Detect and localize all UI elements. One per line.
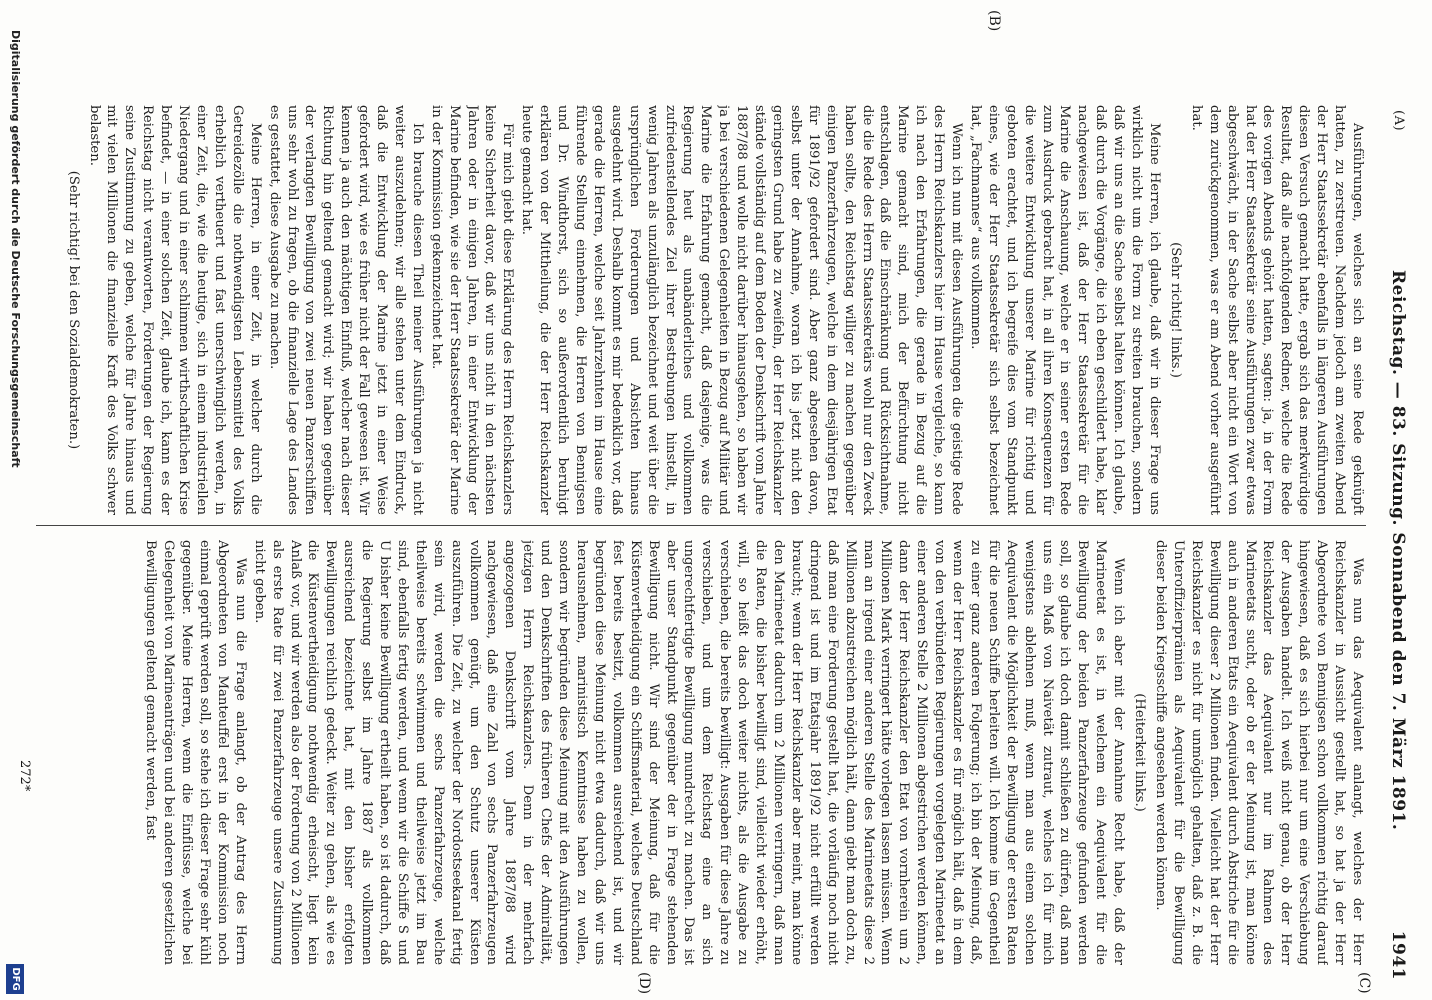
page-header [1378, 110, 1412, 980]
margin-marker-c: (C) [1356, 972, 1372, 994]
left-text-column [26, 105, 1366, 515]
paragraph: Meine Herren, in einer Zeit, in welcher durch die Getreidezölle die nothwendigsten Lebensmittel des Volks erheblich vertheuert und fast unerschwinglich werden, in einer Zeit, die, wie die heutige, sich in einem industriellen Niedergang und in einer schlimmen wirthschaftlichen Krise befindet, — in einer solchen Zeit, glaube ich, kann es der Reichstag nicht verantworten, Forderungen der Regierung seine Zustimmung zu geben, welche für Jahre hinaus und mit vielen Millionen die finanzielle Kraft des Volks schwer belasten. [86, 105, 263, 515]
margin-marker-a-header: (A) [1391, 110, 1406, 132]
paragraph: Meine Herren, ich glaube, daß wir in dieser Frage uns wirklich nicht um die Form zu streiten brauchen, sondern daß wir uns an die Sache selbst halten können. Ich glaube, daß durch die Vorgänge, die ich eben geschildert habe, klar nachgewiesen ist, daß der Herr Staatssekretär für die Marine die Anschauung, welche er in seiner ersten Rede zum Ausdruck gebracht hat, in all ihren Konsequenzen für die weitere Entwicklung unserer Marine für richtig und geboten erachtet, und ich begreife dies vom Standpunkt eines, wie der Herr Staatssekretär sich selbst bezeichnet hat, „Fachmannes“ aus vollkommen. [967, 105, 1163, 515]
paragraph: Ich brauche diesen Theil meiner Ausführungen ja nicht weiter auszudehnen; wir alle stehen unter dem Eindruck, daß die Entwicklung der Marine jetzt in einer Weise gefordert wird, wie es früher nicht der Fall gewesen ist. Wir kennen ja auch den mächtigen Einfluß, welcher nach dieser Richtung hin geltend gemacht wird; wir haben gegenüber der verlangten Bewilligung von zwei neuen Panzerschiffen uns sehr wohl zu fragen, ob die finanzielle Lage des Landes es gestattet, diese Ausgabe zu machen. [266, 105, 425, 515]
paragraph: Was nun die Frage anlangt, ob der Antrag des Herrn Abgeordneten von Manteuffel erst in der Kommission noch einmal geprüft werden soll, so stehe ich dieser Frage sehr kühl gegenüber. Meine Herren, wenn die Einflüsse, welche bei Gelegenheit von Marineanträgen und bei anderen gesetzlichen Bewilligungen geltend gemacht werden, fast [143, 540, 248, 965]
paragraph: Für mich giebt diese Erklärung des Herrn Reichskanzlers keine Sicherheit davor, daß wir uns nicht in den nächsten Jahren oder in einigen Jahren, in einer Entwicklung der Marine befinden, wie sie der Herr Staatssekretär der Marine in der Kommission gekennzeichnet hat. [428, 105, 516, 515]
margin-marker-b: (B) [986, 10, 1002, 32]
paragraph: Was nun das Aequivalent anlangt, welches der Herr Reichskanzler in Aussicht gestellt hat, so hat ja der Herr Abgeordnete von Bennigsen schon vollkommen richtig darauf hingewiesen, daß es sich hierbei nur um eine Verschiebung der Ausgaben handelt. Ich weiß nicht genau, ob der Herr Reichskanzler das Aequivalent nur im Rahmen des Marineetats sucht, oder ob er der Meinung ist, man könne auch in anderen Etats ein Aequivalent durch Abstriche für die Bewilligung dieser 2 Millionen finden. Vielleicht hat der Herr Reichskanzler es nicht für unmöglich gehalten, daß z. B. die Unteroffizierprämien als Aequivalent für die Bewilligung dieser beiden Kriegsschiffe angesehen werden können. [1153, 540, 1365, 965]
interjection: (Heiterkeit links.) [1132, 693, 1148, 812]
paragraph: Wenn ich aber mit der Annahme Recht habe, daß der Marineetat es ist, in welchem ein Aequivalent für die Bewilligung der beiden Panzerfahrzeuge gefunden werden soll, so glaube ich doch damit schließen zu dürfen, daß man uns ein Maß von Naivetät zutraut, welches ich für mich wenigstens ablehnen muß, wenn man aus einem solchen Aequivalent die Möglichkeit der Bewilligung der ersten Raten für die neuen Schiffe herleiten will. Ich komme im Gegentheil zu einer ganz anderen Folgerung; ich bin der Meinung, daß, wenn der Herr Reichskanzler es für möglich hält, daß in dem von den verbündeten Regierungen vorgelegten Marineetat an einer anderen Stelle 2 Millionen abgestrichen werden können, dann der Herr Reichskanzler den Etat von vornherein um 2 Millionen Mark verringert hätte vorlegen lassen müssen. Wenn man an irgend einer anderen Stelle des Marineetats diese 2 Millionen abzustreichen möglich hält, dann giebt man doch zu, daß man eine Forderung gestellt hat, die vorläufig noch nicht dringend ist und im Etatsjahr 1891/92 nicht erfüllt werden braucht; wenn der Herr Reichskanzler aber meint, man könne den Marineetat dadurch um 2 Millionen verringern, daß man die Raten, die bisher bewilligt sind, vielleicht wieder erhöht, will, so heißt das doch weiter nichts, als die Ausgabe zu verschieben, die bereits bewilligt: Ausgaben für diese Jahre zu verschieben, und um dem Reichstag eine an sich ungerechtfertigte Bewilligung mundrecht zu machen. Das ist aber unser Standpunkt gegenüber der in Frage stehenden Bewilligung nicht. Wir sind der Meinung, daß für die Küstenvertheidigung ein Schiffsmaterial, welches Deutschland fest bereits besitzt, vollkommen ausreichend ist, und wir begründen diese Meinung nicht etwa dadurch, daß wir uns herausnehmen, marinistisch Kenntnisse haben zu wollen, sondern wir begründen diese Meinung mit den Ausführungen und den Denkschriften des früheren Chefs der Admiralität, jetzigen Herrn Reichskanzlers. Denn in der mehrfach angezogenen Denkschrift vom Jahre 1887/88 wird nachgewiesen, daß eine Zahl von sechs Panzerfahrzeugen vollkommen genügt, um den Schutz unserer Küsten auszuführen. Die Zeit, zu welcher der Nordostseekanal fertig sein wird, werden die sechs Panzerfahrzeuge, welche theilweise bereits schwimmen und theilweise jetzt im Bau sind, ebenfalls fertig werden, und wenn wir die Schiffe S und U bisher keine Bewilligung ertheilt haben, so ist dadurch, daß die Regierung selbst im Jahre 1887 als vollkommen ausreichend bezeichnet hat, mit den bisher erfolgten Bewilligungen reichlich gedeckt. Weiter zu gehen, als wie es die Küstenvertheidigung nothwendig erheischt, liegt kein Anlaß vor, und wir werden also der Forderung von 2 Millionen als erste Rate für zwei Panzerfahrzeuge unsere Zustimmung nicht geben. [251, 540, 1127, 965]
credit-text: Digitalisierung gefördert durch die Deutsche Forschungsgemeinschaft [9, 30, 22, 468]
paragraph: Ausführungen, welches sich an seine Rede geknüpft hatten, zu zerstreuen. Nachdem jedoch am zweiten Abend der Herr Staatssekretär ebenfalls in längeren Ausführungen diesen Versuch gemacht hatte, ergab sich das merkwürdige Resultat, daß alle nachfolgenden Redner, welche die Rede des vorigen Abends gehört hatten, sagten: ja, in der Form hat der Herr Staatssekretär seine Ausführungen zwar etwas abgeschwächt, in der Sache selbst aber nicht ein Wort von dem zurückgenommen, was er am Abend vorher ausgeführt hat. [1188, 105, 1365, 515]
running-title: Reichstag. — 83. Sitzung. Sonnabend den 7. März 1891. [1388, 270, 1408, 831]
margin-marker-d: (D) [636, 972, 652, 995]
digitization-credit [0, 0, 28, 1000]
signature-mark: 272* [17, 760, 32, 792]
right-text-column [26, 540, 1366, 965]
interjection: (Sehr richtig! links.) [1167, 242, 1183, 378]
page-number: 1941 [1388, 930, 1408, 980]
interjection: (Sehr richtig! bei den Sozialdemokraten.) [65, 170, 81, 450]
column-divider [36, 525, 1366, 526]
paragraph: Wenn ich nun mit diesen Ausführungen die geistige Rede des Herrn Reichskanzlers hier im Hause vergleiche, so kann ich nach den Erfahrungen, die gerade in Bezug auf die Marine gemacht sind, mich der Befürchtung nicht entschlagen, daß die Einschränkung und Rücksichtnahme, die die Rede des Herrn Staatssekretärs wohl nur den Zweck haben sollte, den Reichstag williger zu machen gegenüber einigen Panzerfahrzeugen, welche in dem diesjährigen Etat für 1891/92 gefordert sind. Aber ganz abgesehen davon, selbst unter der Annahme, woran ich bis jetzt nicht den geringsten Grund habe zu zweifeln, der Herr Reichskanzler stände vollständig auf dem Boden der Denkschrift vom Jahre 1887/88 und wolle nicht darüber hinausgehen, so haben wir ja bei verschiedenen Gelegenheiten in Bezug auf Militär und Marine die Erfahrung gemacht, daß dasjenige, was die Regierung heut als unabänderliches und vollkommen zufriedenstellendes Ziel ihrer Bestrebungen hinstellt, in wenig Jahren als unzulänglich bezeichnet und weit über die ursprünglichen Forderungen und Absichten hinaus ausgedehnt wird. Deshalb kommt es mir bedenklich vor, daß gerade die Herren, welche seit Jahrzehnten im Hause eine führende Stellung einnehmen, die Herren von Bennigsen und Dr. Windthorst, sich so außerordentlich beruhigt erklären von der Mittheilung, die der Herr Reichskanzler heute gemacht hat. [519, 105, 965, 515]
dfg-logo-icon: DFG [6, 964, 24, 994]
